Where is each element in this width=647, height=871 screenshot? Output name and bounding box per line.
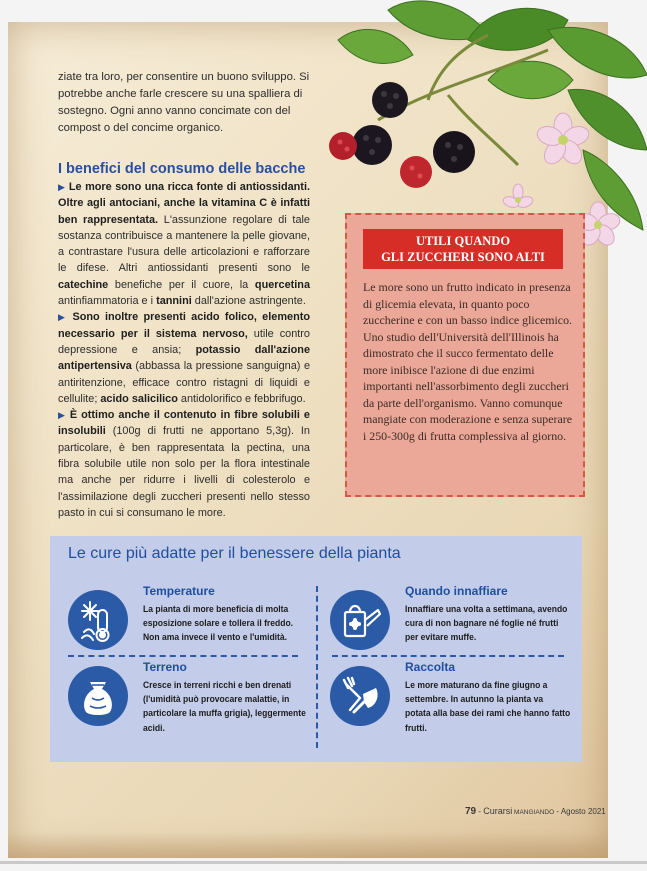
care-desc-watering: Innaffiare una volta a settimana, avendo cura di non bagnare né foglie né frutti per evitare muffe. [405,604,568,643]
benefit-folic-lead: Sono inoltre presenti acido folico, elemento necessario per il sistema nervoso, [58,311,310,340]
page-number: 79 [465,806,477,817]
care-panel [50,536,582,762]
benefit-antioxidants-text-c: antinfiammatoria e i [58,295,157,308]
term-potassio: potassio dall'azione antipertensiva [58,343,311,373]
soil-bag-icon [68,666,128,726]
benefit-antioxidants-lead: Le more sono una ricca fonte di antiossidanti. Oltre agli antociani, anche la vitamina C è infatti ben rappresentata. [58,181,310,226]
term-catechine: catechine [58,278,109,291]
care-item-temperature [68,584,318,664]
benefit-folic-text-a: utile contro depressione e ansia; [58,327,310,356]
care-name-harvest: Raccolta [405,660,456,674]
bullet-arrow-icon: ▶ [58,410,66,421]
page-bottom-line [0,861,647,864]
footer-magazine: Curarsi [483,806,513,816]
sidebar-title-line1: UTILI QUANDO [415,234,511,248]
footer-date: - Agosto 2021 [554,807,606,816]
benefits-body [58,179,310,521]
care-desc-temperature: La pianta di more beneficia di molta esposizione solare e tollera il freddo. Non ama invece il vento e l'umidità. [143,604,294,643]
care-heading: Le cure più adatte per il benessere della pianta [68,545,401,562]
footer-subtitle: MANGIANDO [512,809,555,816]
sidebar-title-line2: GLI ZUCCHERI SONO ALTI [381,250,545,264]
benefit-folic-text-b: (abbassa la pressione sanguigna) e antiritenzione, efficace contro ristagni di liquidi e cellulite; [58,360,310,405]
paper-edge [8,832,608,858]
thermometer-snowflake-icon [68,590,128,650]
term-tannini: tannini [156,295,192,308]
bullet-arrow-icon: ▶ [58,182,66,192]
blackberries [329,82,475,188]
intro-paragraph: ziate tra loro, per consentire un buono sviluppo. Si potrebbe anche farle crescere su una spalliera di sostegno. Ogni anno vanno concimate con del compost o del concime organico. [58,71,310,134]
benefit-fiber-text: (100g di frutti ne apportano 5,3g). In particolare, è ben rappresentata la pectina, una fibra solubile utile non solo per la flora intestinale ma anche per ridurre i livelli di colesterolo e l'assimilazione degli zuccheri presenti nello stesso pasto in cui si consumano le more. [58,425,310,519]
garden-tools-icon [330,666,390,726]
benefit-fiber-lead: È ottimo anche il contenuto in fibre solubili e insolubili [58,409,310,438]
sugar-sidebar-box [345,213,585,497]
care-item-soil [68,660,318,740]
sidebar-title [363,229,563,269]
benefits-heading: I benefici del consumo delle bacche [58,161,306,177]
watering-can-icon [330,590,390,650]
term-quercetina: quercetina [254,278,310,291]
sidebar-text: Le more sono un frutto indicato in presenza di glicemia elevata, in quanto poco zuccherine e con un basso indice glicemico. Uno studio dell'Università dell'Illinois ha dimostrato che il succo fermentato delle more inibisce l'azione di due enzimi importanti nell'assorbimento degli zuccheri da parte dell'organismo. Vanno comunque mangiate con moderazione e senza superare i 250-300g di frutta complessiva al giorno. [363,280,572,443]
care-item-watering [330,584,580,664]
benefit-antioxidants-text-d: dall'azione astringente. [191,295,306,308]
term-acido-salicilico: acido salicilico [100,392,178,405]
benefit-antioxidants-text-b: benefiche per il cuore, la [108,278,255,291]
care-desc-soil: Cresce in terreni ricchi e ben drenati (l'umidità può provocare malattie, in particolare la muffa grigia), leggermente acidi. [143,680,306,733]
benefit-folic-text-c: antidolorifico e febbrifugo. [177,392,306,405]
footer-separator: - [476,807,484,816]
care-item-harvest [330,660,580,740]
benefit-antioxidants-text-a: L'assunzione regolare di tale sostanza contribuisce a mantenere la pelle giovane, a contrastare l'usura delle articolazioni e rafforzare le difese. Altri antiossidanti presenti sono le [58,213,310,275]
care-name-soil: Terreno [143,660,187,674]
page-footer [465,806,606,817]
care-name-temperature: Temperature [143,584,215,598]
care-name-watering: Quando innaffiare [405,584,508,598]
care-desc-harvest: Le more maturano da fine giugno a settembre. In autunno la pianta va potata alla base dei rami che hanno fatto frutti. [405,680,571,733]
bullet-arrow-icon: ▶ [58,312,68,323]
